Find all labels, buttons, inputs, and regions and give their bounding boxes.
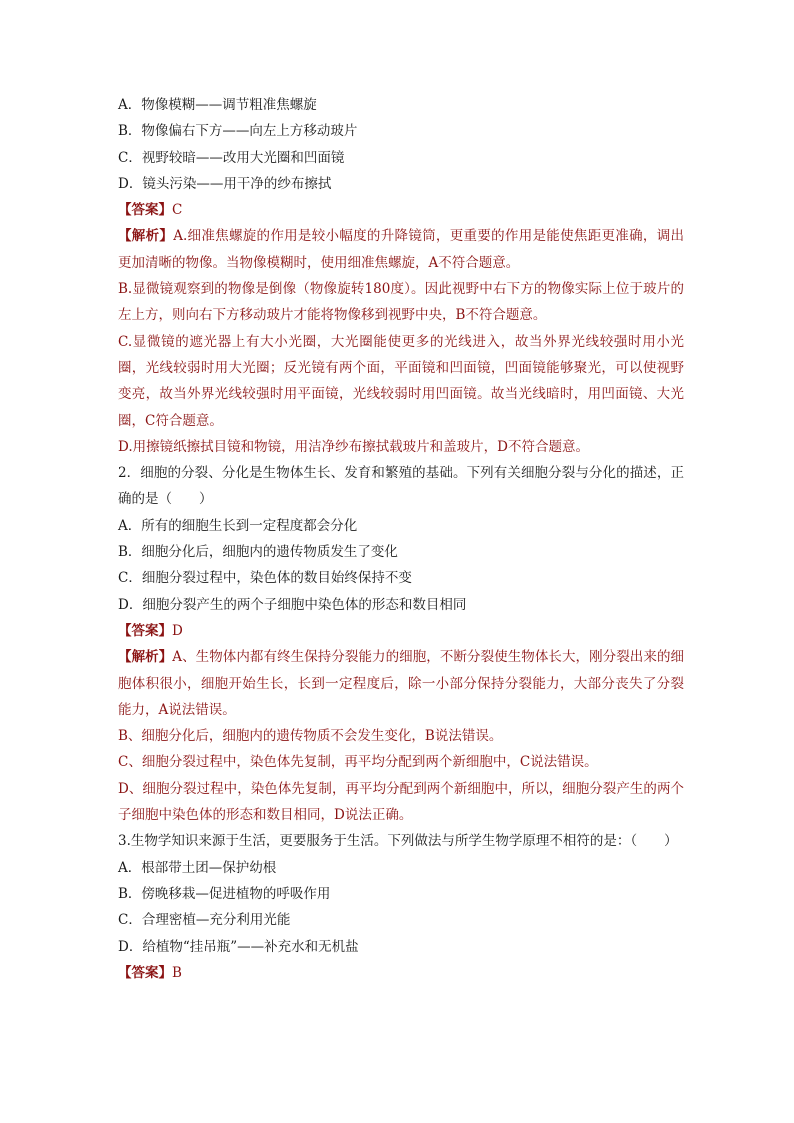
- q3-answer: [118, 960, 684, 986]
- analysis-tag: 【解析】: [118, 228, 174, 245]
- answer-value: C: [172, 202, 183, 219]
- q2-analysis-c: C、细胞分裂过程中，染色体先复制，再平均分配到两个新细胞中，C说法错误。: [118, 754, 598, 771]
- q2-analysis-a: [118, 644, 684, 723]
- q2-answer: [118, 618, 684, 644]
- q1-analysis-b: B.显微镜观察到的物像是倒像（物像旋转180度）。因此视野中右下方的物像实际上位于玻片的左上方，则向右下方移动玻片才能将物像移到视野中央，B不符合题意。: [118, 281, 684, 324]
- q3-stem: 3.生物学知识来源于生活，更要服务于生活。下列做法与所学生物学原理不相符的是：（ ）: [118, 833, 678, 850]
- q1-analysis-c: C.显微镜的遮光器上有大小光圈，大光圈能使更多的光线进入，故当外界光线较强时用小光圈，光线较弱时用大光圈；反光镜有两个面，平面镜和凹面镜，凹面镜能够聚光，可以使视野变亮，故当外界光线较强时用平面镜，光线较弱时用凹面镜。故当光线暗时，用凹面镜、大光圈，C符合题意。: [118, 333, 684, 429]
- q1-option-c: C．视野较暗——改用大光圈和凹面镜: [118, 149, 345, 166]
- q2-option-d: D．细胞分裂产生的两个子细胞中染色体的形态和数目相同: [118, 596, 467, 613]
- answer-value: D: [172, 622, 183, 639]
- analysis-tag: 【解析】: [118, 649, 173, 666]
- answer-tag: 【答案】: [118, 964, 172, 981]
- answer-value: B: [172, 964, 182, 981]
- q2-analysis-d: D、细胞分裂过程中，染色体先复制，再平均分配到两个新细胞中，所以，细胞分裂产生的两个子细胞中染色体的形态和数目相同，D说法正确。: [118, 780, 684, 824]
- q1-option-a: A．物像模糊——调节粗准焦螺旋: [118, 97, 317, 113]
- q1-analysis-a: [118, 223, 684, 276]
- q1-analysis-d: D.用擦镜纸擦拭目镜和物镜，用洁净纱布擦拭载玻片和盖玻片，D不符合题意。: [118, 438, 589, 455]
- analysis-text: A、生物体内都有终生保持分裂能力的细胞，不断分裂使生物体长大，刚分裂出来的细胞体积很小，细胞开始生长，长到一定程度后，除一小部分保持分裂能力，大部分丧失了分裂能力，A说法错误。: [118, 649, 685, 718]
- q1-answer: [118, 197, 684, 223]
- q1-option-b: B．物像偏右下方——向左上方移动玻片: [118, 123, 358, 140]
- analysis-text: A.细准焦螺旋的作用是较小幅度的升降镜筒，更重要的作用是能使焦距更准确，调出更加清晰的物像。当物像模糊时，使用细准焦螺旋，A不符合题意。: [118, 228, 685, 271]
- q2-analysis-b: B、细胞分化后，细胞内的遗传物质不会发生变化，B说法错误。: [118, 728, 503, 745]
- q2-stem: 2．细胞的分裂、分化是生物体生长、发育和繁殖的基础。下列有关细胞分裂与分化的描述，正确的是（ ）: [118, 465, 684, 508]
- q2-option-a: A．所有的细胞生长到一定程度都会分化: [118, 517, 358, 534]
- q2-option-b: B．细胞分化后，细胞内的遗传物质发生了变化: [118, 544, 398, 561]
- q3-option-a: A．根部带土团—保护幼根: [118, 859, 277, 876]
- q1-option-d: D．镜头污染——用干净的纱布擦拭: [118, 175, 332, 192]
- q3-option-d: D．给植物“挂吊瓶”——补充水和无机盐: [118, 938, 359, 955]
- answer-tag: 【答案】: [118, 622, 172, 639]
- q3-option-b: B．傍晚移栽—促进植物的呼吸作用: [118, 885, 331, 902]
- q3-option-c: C．合理密植—充分利用光能: [118, 912, 291, 929]
- document-page: [118, 92, 684, 986]
- q2-option-c: C．细胞分裂过程中，染色体的数目始终保持不变: [118, 570, 412, 587]
- answer-tag: 【答案】: [118, 202, 172, 219]
